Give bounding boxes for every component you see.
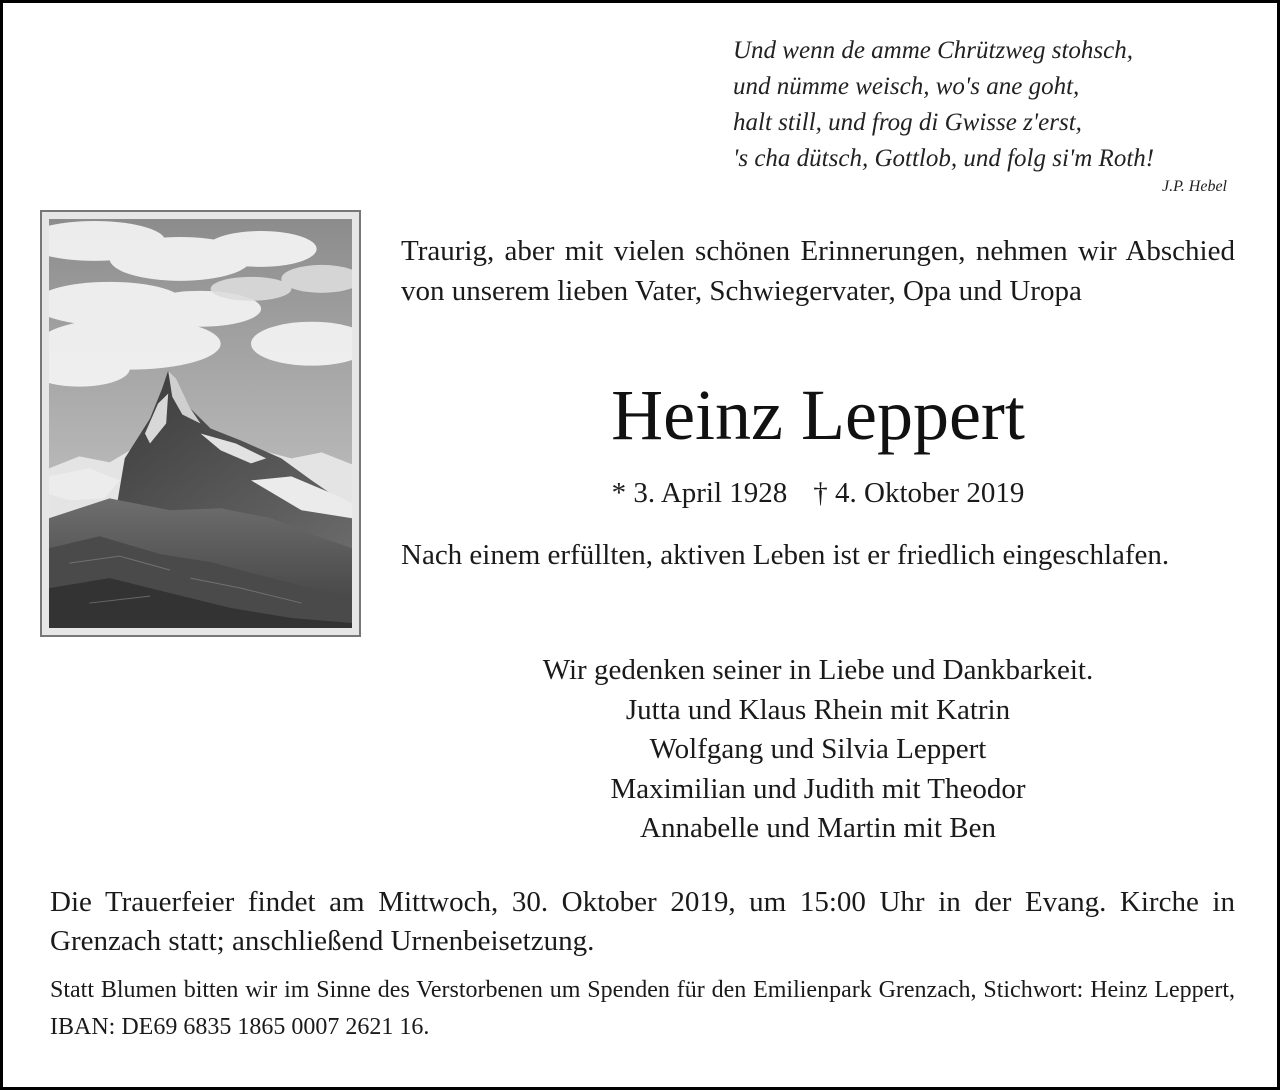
poem-block [733,33,1233,197]
donation-text: Statt Blumen bitten wir im Sinne des Verstorbenen um Spenden für den Emilienpark Grenzach, Stichwort: Heinz Leppert, IBAN: DE69 6835 1865 0007 2621 16. [50,977,1235,1040]
poem-line: und nümme weisch, wo's ane goht, [733,73,1080,100]
family-member: Maximilian und Judith mit Theodor [610,772,1026,805]
family-member: Jutta und Klaus Rhein mit Katrin [625,693,1011,726]
life-dates [401,473,1235,513]
poem-line: Und wenn de amme Chrützweg stohsch, [733,37,1133,64]
mountain-photo-frame [40,210,361,637]
family-member: Annabelle und Martin mit Ben [640,812,996,844]
family-block [401,651,1235,849]
poem-line: 's cha dütsch, Gottlob, und folg si'm Roth! [733,145,1155,172]
death-date: † 4. Oktober 2019 [813,477,1025,509]
poem-line: halt still, und frog di Gwisse z'erst, [733,109,1082,136]
remembrance-line: Wir gedenken seiner in Liebe und Dankbarkeit. [542,654,1094,686]
passing-text: Nach einem erfüllten, aktiven Leben ist er friedlich eingeschlafen. [401,539,1170,571]
family-member: Wolfgang und Silvia Leppert [649,733,987,765]
ceremony-text: Die Trauerfeier findet am Mittwoch, 30. Oktober 2019, um 15:00 Uhr in der Evang. Kirche in Grenzach statt; anschließend Urnenbeisetzung. [50,886,1235,957]
birth-date: * 3. April 1928 [611,477,788,509]
mountain-photo-icon [49,219,352,628]
poem-author: J.P. Hebel [1161,178,1227,195]
deceased-name: Heinz Leppert [611,375,1025,455]
intro-text: Traurig, aber mit vielen schönen Erinnerungen, nehmen wir Abschied von unserem lieben Vater, Schwiegervater, Opa und Uropa [401,235,1235,307]
